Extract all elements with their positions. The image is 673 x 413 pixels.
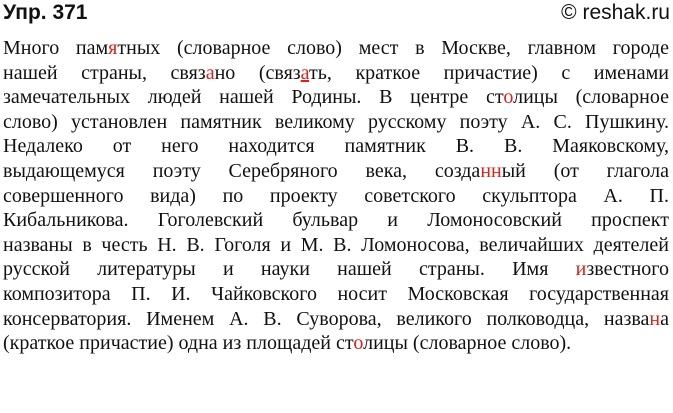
text-line: [3, 61, 669, 86]
exercise-text: [3, 36, 669, 356]
text-segment: Недалеко от него находится памятник В. В. Маяковскому,: [3, 135, 669, 158]
text-segment: ый (от глагола: [501, 159, 669, 182]
text-segment: ть, краткое причастие) с именами: [309, 61, 669, 84]
text-segment: (краткое причастие) одна из площадей ст: [3, 332, 354, 355]
text-line: [3, 233, 669, 258]
highlighted-letter: а: [205, 61, 215, 84]
highlighted-letter: я: [108, 37, 118, 59]
text-segment: замечательных людей нашей Родины. В центре ст: [3, 86, 504, 109]
text-segment: слово) установлен памятник великому русскому поэту А. С. Пушкину.: [3, 110, 669, 133]
page-header: [0, 0, 673, 28]
text-line: [3, 134, 669, 159]
exercise-title: Упр. 371: [3, 1, 88, 24]
text-segment: названы в честь Н. В. Гоголя и М. В. Ломоносова, величайших деятелей: [3, 233, 669, 256]
highlighted-letter: а: [300, 61, 310, 84]
site-credit: © reshak.ru: [561, 1, 670, 24]
text-line: [3, 110, 669, 135]
text-segment: композитора П. И. Чайковского носит Московская государственная: [3, 282, 669, 305]
text-segment: русской литературы и науки нашей страны. Имя: [3, 258, 576, 281]
text-segment: Много пам: [3, 37, 109, 59]
text-segment: Кибальникова. Гоголевский бульвар и Ломоносовский проспект: [3, 209, 669, 232]
highlighted-letter: н: [649, 307, 661, 330]
text-segment: лицы (словарное слово).: [363, 332, 572, 355]
text-segment: звестного: [586, 258, 669, 281]
text-line: [3, 208, 669, 233]
text-segment: совершенного вида) по проекту советского скульптора А. П.: [3, 184, 669, 207]
text-line: [3, 36, 669, 61]
text-line: [3, 307, 669, 332]
highlighted-letter: о: [353, 332, 364, 355]
highlighted-letter: нн: [480, 159, 502, 182]
text-segment: а: [660, 307, 669, 330]
text-segment: выдающемуся поэту Серебряного века, созда: [3, 159, 481, 182]
highlighted-letter: о: [503, 86, 514, 109]
highlighted-letter: и: [575, 258, 587, 281]
text-line: [3, 184, 669, 209]
text-line: [3, 257, 669, 282]
text-line: [3, 282, 669, 307]
text-segment: тных (словарное слово) мест в Москве, главном городе: [117, 37, 669, 59]
text-segment: нашей страны, связ: [3, 61, 206, 84]
text-line: [3, 331, 669, 356]
text-line: [3, 159, 669, 184]
text-segment: но (связ: [214, 61, 301, 84]
text-segment: консерватория. Именем А. В. Суворова, великого полководца, назва: [3, 307, 650, 330]
text-segment: лицы (словарное: [513, 86, 669, 109]
text-line: [3, 85, 669, 110]
